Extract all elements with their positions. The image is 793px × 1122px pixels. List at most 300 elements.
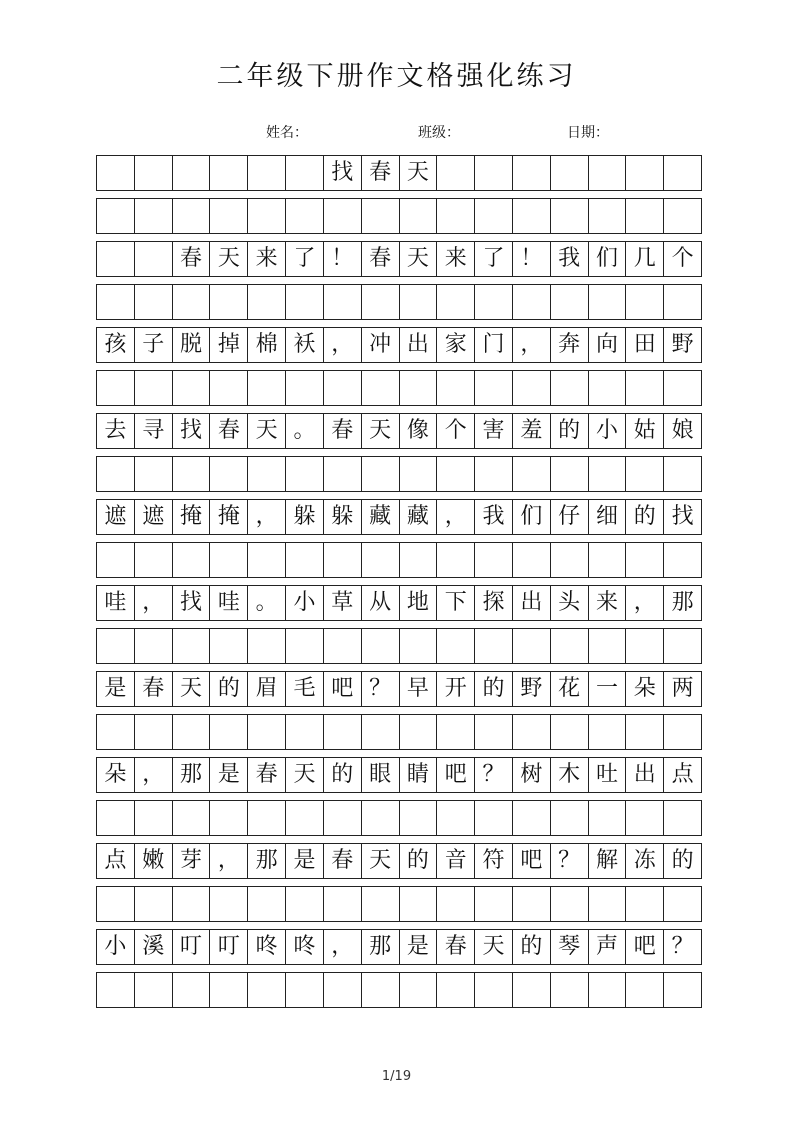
grid-cell [248,371,286,406]
grid-cell [589,285,627,320]
grid-row [96,800,702,836]
grid-cell [513,285,551,320]
grid-cell: 掩 [210,500,248,535]
grid-cell: 找 [324,156,362,191]
grid-cell: 嫩 [135,844,173,879]
grid-cell: 琴 [551,930,589,965]
grid-cell [626,156,664,191]
grid-cell [248,801,286,836]
grid-cell [248,715,286,750]
grid-cell [248,199,286,234]
grid-cell [475,715,513,750]
grid-cell: 藏 [400,500,438,535]
grid-cell: 出 [513,586,551,621]
grid-cell: 叮 [210,930,248,965]
grid-cell [362,887,400,922]
grid-cell: 找 [664,500,702,535]
grid-cell [551,887,589,922]
grid-cell [437,973,475,1008]
grid-cell: 娘 [664,414,702,449]
grid-cell: 春 [362,242,400,277]
grid-cell [437,156,475,191]
grid-cell [324,371,362,406]
grid-cell [551,371,589,406]
grid-cell: 出 [626,758,664,793]
grid-cell [97,715,135,750]
grid-cell [589,715,627,750]
grid-cell: 是 [97,672,135,707]
grid-cell: 的 [400,844,438,879]
grid-cell [362,457,400,492]
grid-cell [210,199,248,234]
grid-cell: 朵 [97,758,135,793]
grid-cell [362,371,400,406]
grid-cell [173,715,211,750]
grid-cell: ？ [475,758,513,793]
grid-cell [475,629,513,664]
grid-cell [589,371,627,406]
grid-cell [324,887,362,922]
grid-cell [173,156,211,191]
grid-cell [664,801,702,836]
grid-cell: 来 [589,586,627,621]
grid-cell: 姑 [626,414,664,449]
grid-cell: 春 [173,242,211,277]
grid-cell [210,715,248,750]
grid-cell: 哇 [97,586,135,621]
grid-cell [173,973,211,1008]
grid-cell: 早 [400,672,438,707]
grid-cell: 开 [437,672,475,707]
grid-cell [173,543,211,578]
grid-cell [513,543,551,578]
grid-row [96,456,702,492]
grid-cell: 天 [400,242,438,277]
grid-cell: 木 [551,758,589,793]
grid-cell: 声 [589,930,627,965]
grid-cell [97,285,135,320]
class-label: 班级： [418,125,460,141]
grid-cell: 朵 [626,672,664,707]
grid-cell: ， [626,586,664,621]
grid-cell [626,371,664,406]
grid-cell [135,242,173,277]
grid-cell: ？ [551,844,589,879]
grid-row [96,714,702,750]
grid-cell [551,801,589,836]
grid-cell: 寻 [135,414,173,449]
grid-cell [210,457,248,492]
grid-cell [324,973,362,1008]
grid-cell [362,629,400,664]
grid-cell [362,199,400,234]
grid-cell: 几 [626,242,664,277]
grid-cell: 溪 [135,930,173,965]
grid-cell: 像 [400,414,438,449]
grid-cell [400,887,438,922]
grid-cell [626,973,664,1008]
grid-row [96,284,702,320]
grid-cell: ， [210,844,248,879]
grid-cell: 芽 [173,844,211,879]
grid-row [96,370,702,406]
grid-cell [135,801,173,836]
grid-cell [286,801,324,836]
grid-cell [475,285,513,320]
grid-cell: ？ [362,672,400,707]
grid-cell [173,199,211,234]
grid-cell: 两 [664,672,702,707]
grid-cell: 解 [589,844,627,879]
grid-cell: 天 [362,844,400,879]
grid-cell [475,887,513,922]
grid-row [96,972,702,1008]
grid-cell [324,457,362,492]
grid-cell [589,156,627,191]
grid-cell: 害 [475,414,513,449]
grid-cell: 个 [664,242,702,277]
grid-cell [210,543,248,578]
grid-cell: 找 [173,414,211,449]
grid-cell [664,629,702,664]
grid-cell [286,457,324,492]
grid-cell [626,457,664,492]
grid-cell: 那 [362,930,400,965]
grid-cell: 叮 [173,930,211,965]
grid-cell [248,887,286,922]
grid-row [96,585,702,621]
grid-cell: 了 [286,242,324,277]
grid-cell: 天 [400,156,438,191]
grid-cell: 孩 [97,328,135,363]
grid-cell: 吐 [589,758,627,793]
grid-cell [664,285,702,320]
grid-cell: 的 [626,500,664,535]
grid-cell: 从 [362,586,400,621]
grid-cell: 哇 [210,586,248,621]
grid-cell [135,371,173,406]
grid-cell [513,629,551,664]
grid-cell: 点 [664,758,702,793]
grid-cell [173,457,211,492]
grid-cell [362,801,400,836]
grid-cell: 了 [475,242,513,277]
grid-cell [551,285,589,320]
grid-cell [248,156,286,191]
grid-cell [97,543,135,578]
grid-cell [135,629,173,664]
grid-cell [97,629,135,664]
grid-cell: 仔 [551,500,589,535]
grid-cell: 子 [135,328,173,363]
grid-cell [437,715,475,750]
grid-row [96,327,702,363]
grid-cell [475,457,513,492]
grid-cell [173,285,211,320]
grid-cell [173,629,211,664]
grid-cell [324,199,362,234]
grid-cell: ？ [664,930,702,965]
grid-cell: 音 [437,844,475,879]
grid-cell [324,715,362,750]
grid-cell [135,457,173,492]
grid-cell [97,156,135,191]
grid-cell [664,371,702,406]
grid-cell [400,199,438,234]
grid-cell: 那 [173,758,211,793]
grid-cell [362,543,400,578]
grid-cell [626,285,664,320]
grid-cell [513,371,551,406]
grid-cell: 田 [626,328,664,363]
grid-cell [626,715,664,750]
grid-cell [475,199,513,234]
grid-cell: 羞 [513,414,551,449]
grid-cell: 遮 [97,500,135,535]
grid-cell: 来 [437,242,475,277]
grid-cell [513,887,551,922]
grid-cell: 的 [324,758,362,793]
grid-cell: 是 [210,758,248,793]
grid-cell: 个 [437,414,475,449]
grid-cell [400,801,438,836]
grid-cell [286,371,324,406]
grid-cell: 睛 [400,758,438,793]
grid-cell: 的 [210,672,248,707]
grid-cell [400,973,438,1008]
grid-cell [626,629,664,664]
grid-row [96,155,702,191]
grid-cell: 春 [210,414,248,449]
grid-cell [210,629,248,664]
grid-cell: ！ [324,242,362,277]
grid-cell: 那 [248,844,286,879]
grid-cell: 遮 [135,500,173,535]
grid-cell [248,973,286,1008]
grid-cell [248,285,286,320]
grid-row [96,198,702,234]
grid-cell: 藏 [362,500,400,535]
grid-cell [286,543,324,578]
grid-cell: 吧 [513,844,551,879]
grid-cell: 的 [551,414,589,449]
grid-row [96,671,702,707]
grid-cell [664,715,702,750]
grid-cell [286,199,324,234]
grid-cell [664,156,702,191]
grid-cell: 的 [513,930,551,965]
grid-row [96,413,702,449]
grid-cell: 躲 [324,500,362,535]
grid-cell: 找 [173,586,211,621]
grid-cell: 下 [437,586,475,621]
grid-cell: 春 [324,844,362,879]
grid-cell: 野 [513,672,551,707]
grid-cell [324,629,362,664]
grid-cell [135,543,173,578]
grid-cell: 冲 [362,328,400,363]
grid-cell: 掩 [173,500,211,535]
grid-cell [664,457,702,492]
grid-cell: 春 [324,414,362,449]
grid-cell: 。 [286,414,324,449]
grid-cell: 吧 [324,672,362,707]
grid-cell: 棉 [248,328,286,363]
grid-cell [97,242,135,277]
grid-cell: ， [437,500,475,535]
grid-cell [513,973,551,1008]
grid-cell: 。 [248,586,286,621]
grid-cell [210,887,248,922]
grid-row [96,757,702,793]
grid-cell [437,543,475,578]
grid-cell: ， [135,586,173,621]
grid-cell [626,887,664,922]
grid-cell: 天 [210,242,248,277]
grid-cell [551,199,589,234]
grid-cell [513,199,551,234]
grid-cell: 出 [400,328,438,363]
grid-cell [400,543,438,578]
grid-cell [210,285,248,320]
grid-cell [437,285,475,320]
grid-cell: 天 [362,414,400,449]
grid-cell: 春 [135,672,173,707]
grid-cell [362,973,400,1008]
grid-cell [135,156,173,191]
grid-cell: 我 [475,500,513,535]
grid-cell [286,285,324,320]
grid-cell [589,887,627,922]
grid-cell [324,543,362,578]
grid-cell [400,371,438,406]
grid-cell: 树 [513,758,551,793]
grid-cell [437,199,475,234]
grid-cell: 们 [513,500,551,535]
grid-cell: ， [513,328,551,363]
grid-row [96,542,702,578]
grid-cell [286,629,324,664]
grid-cell: 是 [286,844,324,879]
grid-cell [362,715,400,750]
grid-cell [210,973,248,1008]
grid-cell [551,156,589,191]
page-number: 1/19 [381,1069,412,1084]
grid-cell: 头 [551,586,589,621]
grid-cell: 眼 [362,758,400,793]
grid-cell: 咚 [286,930,324,965]
grid-cell [475,156,513,191]
grid-cell: 掉 [210,328,248,363]
grid-cell [551,543,589,578]
grid-cell: ， [135,758,173,793]
grid-cell: 野 [664,328,702,363]
grid-cell: ！ [513,242,551,277]
grid-cell: 家 [437,328,475,363]
grid-cell [626,543,664,578]
grid-cell: 向 [589,328,627,363]
grid-cell: 躲 [286,500,324,535]
grid-cell: 天 [248,414,286,449]
grid-cell [400,715,438,750]
grid-cell [551,629,589,664]
grid-cell [589,199,627,234]
grid-cell [286,887,324,922]
grid-cell: 春 [362,156,400,191]
grid-cell [135,199,173,234]
grid-cell [589,543,627,578]
grid-cell: 符 [475,844,513,879]
grid-cell [551,715,589,750]
grid-cell: 是 [400,930,438,965]
grid-cell: 小 [97,930,135,965]
grid-cell [589,457,627,492]
grid-cell: 草 [324,586,362,621]
grid-cell: ， [324,930,362,965]
grid-cell: 来 [248,242,286,277]
grid-cell: 小 [589,414,627,449]
grid-cell [475,543,513,578]
grid-cell: 门 [475,328,513,363]
grid-cell: 脱 [173,328,211,363]
grid-row [96,499,702,535]
grid-cell [135,715,173,750]
grid-cell [248,457,286,492]
grid-cell [437,457,475,492]
grid-cell [173,801,211,836]
grid-cell [400,457,438,492]
grid-cell [513,457,551,492]
grid-row [96,886,702,922]
grid-cell: 一 [589,672,627,707]
grid-cell [513,156,551,191]
writing-grid [96,155,702,1015]
grid-cell [437,887,475,922]
grid-cell [286,156,324,191]
grid-cell: 细 [589,500,627,535]
grid-cell: 们 [589,242,627,277]
grid-cell: 的 [475,672,513,707]
grid-cell [97,887,135,922]
grid-cell [286,973,324,1008]
grid-cell: 天 [173,672,211,707]
grid-cell: 探 [475,586,513,621]
grid-cell [135,973,173,1008]
grid-cell: 吧 [626,930,664,965]
grid-cell [551,457,589,492]
grid-cell [513,801,551,836]
grid-row [96,929,702,965]
grid-cell [210,801,248,836]
grid-cell [513,715,551,750]
grid-cell: 的 [664,844,702,879]
grid-cell [626,801,664,836]
grid-cell [248,629,286,664]
grid-cell [589,973,627,1008]
grid-cell: 咚 [248,930,286,965]
grid-cell [97,199,135,234]
grid-cell [173,371,211,406]
name-label: 姓名： [266,125,308,141]
grid-cell [286,715,324,750]
grid-cell: 那 [664,586,702,621]
grid-cell [626,199,664,234]
grid-cell [664,887,702,922]
grid-cell [437,801,475,836]
grid-cell [97,801,135,836]
grid-cell [97,371,135,406]
grid-cell: 春 [248,758,286,793]
